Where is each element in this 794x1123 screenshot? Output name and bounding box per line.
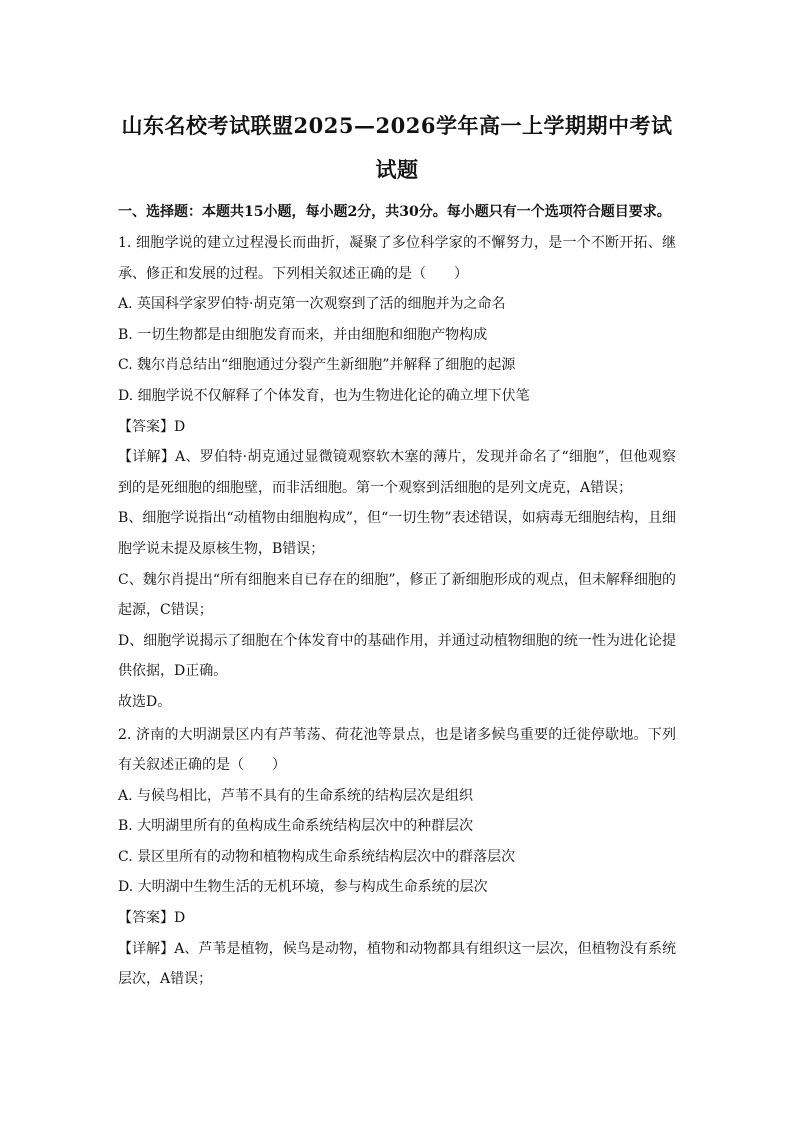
question-1-conclusion: 故选D。	[118, 693, 172, 710]
question-1-explanation-c: C、魏尔肖提出“所有细胞来自已存在的细胞”，修正了新细胞形成的观点，但未解释细胞的起源，C错误；	[118, 571, 676, 619]
question-1-explanation-b: B、细胞学说指出“动植物由细胞构成”，但“一切生物”表述错误，如病毒无细胞结构，且细胞学说未提及原核生物，B错误；	[118, 510, 676, 557]
question-2-option-a: A. 与候鸟相比，芦苇不具有的生命系统的结构层次是组织	[118, 787, 474, 804]
question-2-answer: 【答案】D	[118, 910, 186, 927]
question-2-stem: 2. 济南的大明湖景区内有芦苇荡、荷花池等景点，也是诸多候鸟重要的迁徙停歇地。下列有关叙述正确的是（ ）	[118, 726, 676, 774]
question-2-option-c: C. 景区里所有的动物和植物构成生命系统结构层次中的群落层次	[118, 848, 516, 865]
question-1-option-c: C. 魏尔肖总结出“细胞通过分裂产生新细胞”并解释了细胞的起源	[118, 357, 516, 374]
question-2-explanation-a: 【详解】A、芦苇是植物，候鸟是动物，植物和动物都具有组织这一层次，但植物没有系统层次，A错误；	[118, 940, 676, 988]
question-1-explanation-d: D、细胞学说揭示了细胞在个体发育中的基础作用，并通过动植物细胞的统一性为进化论提供依据，D正确。	[118, 632, 676, 680]
question-1-explanation-a: 【详解】A、罗伯特·胡克通过显微镜观察软木塞的薄片，发现并命名了“细胞”，但他观察到的是死细胞的细胞壁，而非活细胞。第一个观察到活细胞的是列文虎克，A错误；	[118, 449, 676, 496]
question-1-answer: 【答案】D	[118, 418, 186, 435]
section-heading: 一、选择题：本题共15小题，每小题2分，共30分。每小题只有一个选项符合题目要求。	[118, 204, 671, 220]
question-2-option-d: D. 大明湖中生物生活的无机环境，参与构成生命系统的层次	[118, 879, 488, 896]
question-1-option-b: B. 一切生物都是由细胞发育而来，并由细胞和细胞产物构成	[118, 326, 488, 343]
question-2-option-b: B. 大明湖里所有的鱼构成生命系统结构层次中的种群层次	[118, 818, 474, 835]
question-1-stem: 1. 细胞学说的建立过程漫长而曲折，凝聚了多位科学家的不懈努力，是一个不断开拓、继承、修正和发展的过程。下列相关叙述正确的是（ ）	[118, 235, 676, 282]
document-title: 山东名校考试联盟2025—2026学年高一上学期期中考试试题	[121, 113, 673, 182]
question-1-option-a: A. 英国科学家罗伯特·胡克第一次观察到了活的细胞并为之命名	[118, 296, 506, 313]
question-1-option-d: D. 细胞学说不仅解释了个体发育，也为生物进化论的确立埋下伏笔	[118, 387, 530, 404]
